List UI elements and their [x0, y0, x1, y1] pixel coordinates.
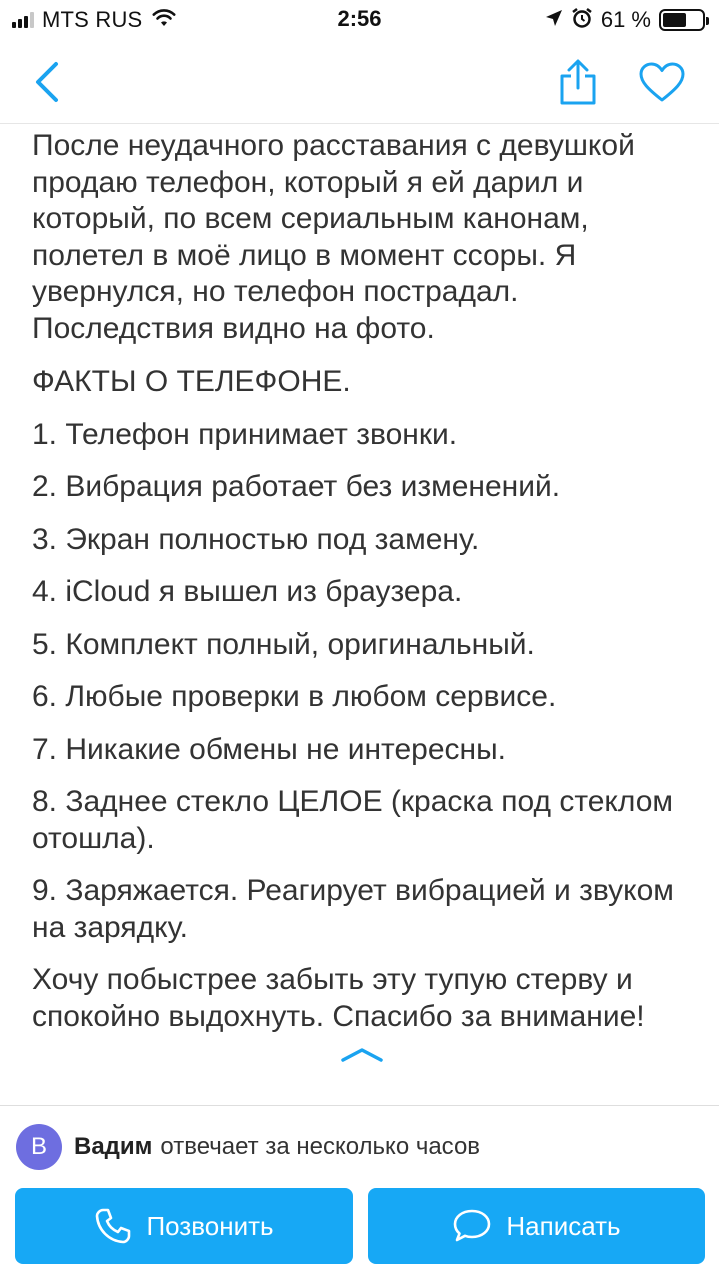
- facts-heading: ФАКТЫ О ТЕЛЕФОНЕ.: [32, 365, 351, 398]
- collapse-button[interactable]: [335, 1040, 389, 1070]
- seller-name: Вадим: [74, 1133, 153, 1160]
- fact-item: 5. Комплект полный, оригинальный.: [32, 627, 535, 661]
- fact-item: 3. Экран полностью под замену.: [32, 522, 480, 556]
- fact-item: 1. Телефон принимает звонки.: [32, 417, 458, 451]
- status-time: 2:56: [337, 6, 382, 31]
- listing-description: [32, 128, 696, 1051]
- message-button[interactable]: [368, 1188, 705, 1264]
- alarm-icon: [571, 7, 593, 34]
- call-button-label: Позвонить: [146, 1210, 274, 1241]
- fact-item: 4. iCloud я вышел из браузера.: [32, 575, 463, 608]
- fact-item: 8. Заднее стекло ЦЕЛОЕ (краска под стеклом отошла).: [32, 785, 674, 855]
- seller-info[interactable]: [16, 1122, 480, 1172]
- avatar: В: [16, 1124, 62, 1170]
- fact-item: 9. Заряжается. Реагирует вибрацией и звуком на зарядку.: [32, 874, 674, 944]
- description-intro: После неудачного расставания с девушкой продаю телефон, который я ей дарил и который, по всем сериальным канонам, полетел в моё лицо в момент ссоры. Я увернулся, но телефон пострадал. Последствия видно на фото.: [32, 129, 635, 345]
- divider: [0, 1105, 719, 1106]
- phone-icon: [94, 1207, 132, 1245]
- seller-response-time: отвечает за несколько часов: [160, 1133, 481, 1160]
- heart-icon: [638, 61, 686, 103]
- fact-item: 6. Любые проверки в любом сервисе.: [32, 680, 557, 713]
- chat-icon: [452, 1208, 492, 1244]
- share-button[interactable]: [550, 54, 606, 110]
- status-right: [545, 6, 705, 34]
- description-outro: Хочу побыстрее забыть эту тупую стерву и спокойно выдохнуть. Спасибо за внимание!: [32, 963, 645, 1033]
- battery-percent: 61 %: [600, 7, 651, 32]
- favorite-button[interactable]: [632, 54, 692, 110]
- status-bar: [0, 0, 719, 40]
- share-icon: [557, 58, 599, 106]
- carrier-name: MTS RUS: [42, 7, 143, 32]
- chevron-up-icon: [339, 1046, 385, 1064]
- back-icon: [32, 60, 62, 104]
- message-button-label: Написать: [506, 1210, 621, 1241]
- nav-bar: [0, 40, 719, 124]
- fact-item: 2. Вибрация работает без изменений.: [32, 470, 561, 503]
- fact-item: 7. Никакие обмены не интересны.: [32, 732, 506, 766]
- call-button[interactable]: [15, 1188, 353, 1264]
- battery-icon: [659, 9, 705, 31]
- back-button[interactable]: [22, 54, 72, 110]
- location-icon: [545, 9, 563, 32]
